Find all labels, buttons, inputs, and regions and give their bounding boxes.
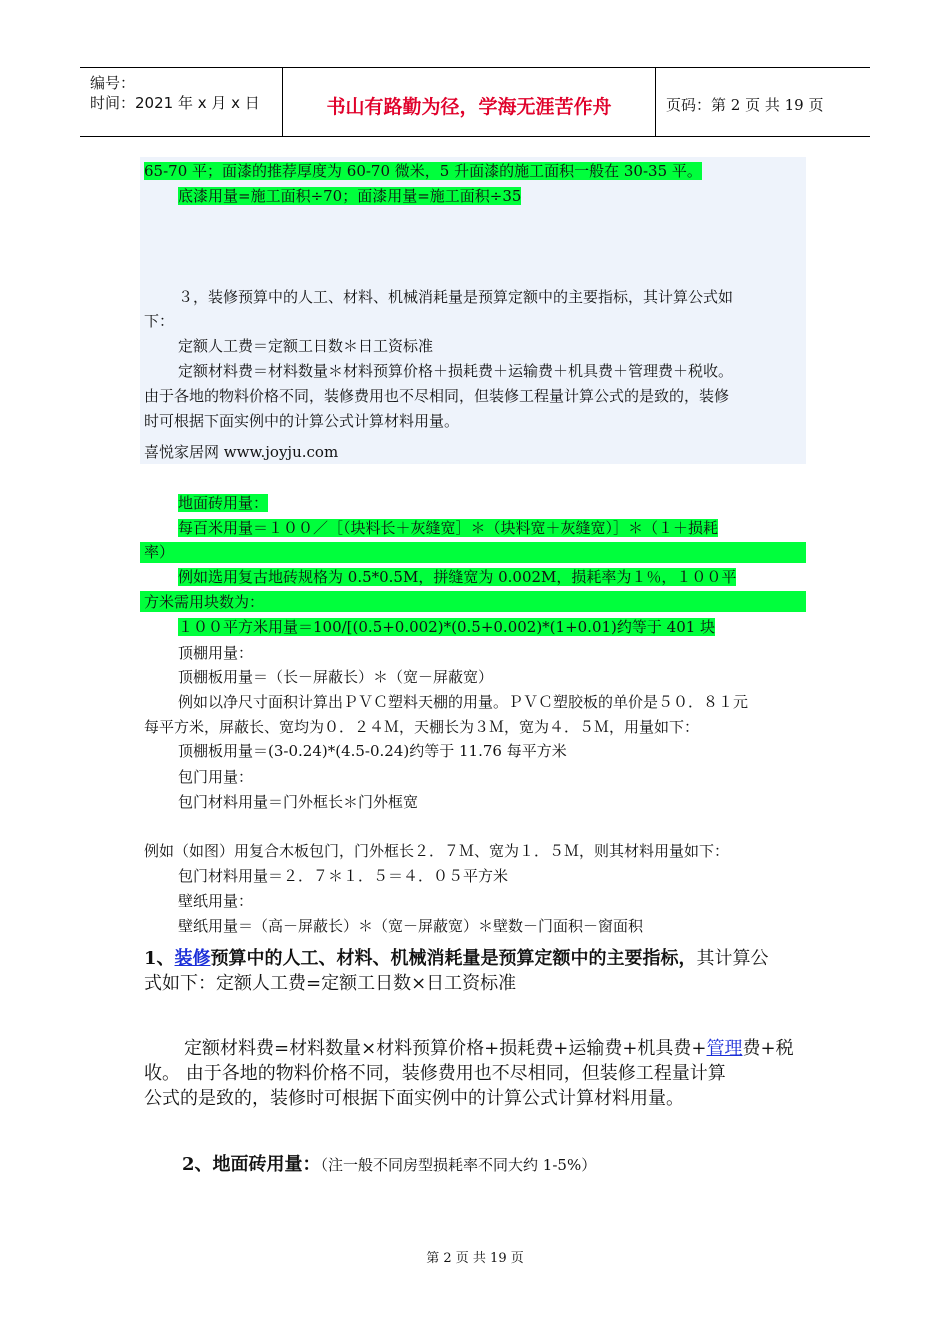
text-line: 定额材料费＝材料数量＊材料预算价格＋损耗费＋运输费＋机具费＋管理费＋税收。 [178, 362, 734, 380]
site-credit: 喜悦家居网 www.joyju.com [144, 443, 339, 461]
text-line: ３，装修预算中的人工、材料、机械消耗量是预算定额中的主要指标，其计算公式如 [178, 288, 734, 306]
highlight: 底漆用量=施工面积÷70；面漆用量=施工面积÷35 [178, 187, 522, 205]
text-line: 例如以净尺寸面积计算出ＰＶＣ塑料天棚的用量。ＰＶＣ塑胶板的单价是５０．８１元 [178, 693, 749, 711]
text-line: 壁纸用量＝（高－屏蔽长）＊（宽－屏蔽宽）＊壁数－门面积－窗面积 [178, 917, 644, 935]
text-line [178, 186, 521, 206]
text-line [144, 947, 769, 971]
section-note: （注一般不同房型损耗率不同大约 1-5%） [320, 1156, 597, 1174]
text-line: 公式的是致的，装修时可根据下面实例中的计算公式计算材料用量。 [144, 1088, 684, 1109]
text-line [178, 518, 718, 538]
text-line: 每平方米，屏蔽长、宽均为０．２４Ｍ，天棚长为３Ｍ，宽为４．５Ｍ，用量如下： [144, 718, 700, 736]
page-footer: 第 2 页 共 19 页 [426, 1251, 524, 1266]
link-management[interactable]: 管理 [706, 1038, 743, 1059]
doc-code-label: 编号： [90, 74, 136, 92]
text-line: 由于各地的物料价格不同，装修费用也不尽相同，但装修工程量计算公式的是致的，装修 [144, 387, 730, 405]
text-line [144, 592, 264, 612]
plain-text: 费+税 [742, 1038, 794, 1059]
text-line: 顶棚用量： [178, 644, 254, 662]
header-page-number: 页码：第 2 页 共 19 页 [666, 96, 824, 114]
highlight: 率） [144, 543, 175, 561]
highlight: 例如选用复古地砖规格为 0.5*0.5M，拼缝宽为 0.002M，损耗率为１％，１００平 [178, 568, 737, 586]
bold-text: 预算中的人工、材料、机械消耗量是预算定额中的主要指标， [210, 948, 697, 969]
text-line [144, 161, 702, 181]
header-meta-cell [80, 68, 283, 136]
doc-date-label: 时间：2021 年 x 月 x 日 [90, 94, 260, 112]
text-line: 收。 由于各地的物料价格不同，装修费用也不尽相同，但装修工程量计算 [144, 1063, 726, 1084]
text-line [144, 542, 174, 562]
header-motto-cell [283, 68, 656, 136]
text-line [178, 567, 736, 587]
highlight: 每百米用量＝１００／［（块料长＋灰缝宽］＊（块料宽＋灰缝宽）］＊（１＋损耗 [178, 519, 719, 537]
text-line: 例如（如图）用复合木板包门，门外框长２．７Ｍ、宽为１．５Ｍ，则其材料用量如下： [144, 842, 730, 860]
highlight-band [140, 542, 806, 563]
text-line [178, 493, 268, 513]
text-line: 包门用量： [178, 768, 254, 786]
text-line: 壁纸用量： [178, 892, 254, 910]
text-line: 顶棚板用量＝(3-0.24)*(4.5-0.24)约等于 11.76 每平方米 [178, 742, 567, 760]
page-header [80, 67, 870, 137]
text-line: 包门材料用量＝门外框长＊门外框宽 [178, 793, 419, 811]
plain-text: 定额材料费=材料数量×材料预算价格+损耗费+运输费+机具费+ [184, 1038, 707, 1059]
text-line: 时可根据下面实例中的计算公式计算材料用量。 [144, 412, 460, 430]
text-line: 下： [144, 312, 175, 330]
header-motto: 书山有路勤为径，学海无涯苦作舟 [326, 96, 612, 118]
highlight: １００平方米用量＝100/[(0.5+0.002)*(0.5+0.002)*(1+0.01)约等于 401 块 [178, 618, 716, 636]
text-line: 包门材料用量＝２．７＊１．５＝４．０５平方米 [178, 867, 509, 885]
link-decoration[interactable]: 装修 [174, 948, 211, 969]
section-heading: 2、地面砖用量： [182, 1154, 321, 1175]
highlight: 方米需用块数为： [144, 593, 265, 611]
text-line [182, 1153, 596, 1177]
text-line [178, 617, 715, 637]
text-line: 定额人工费＝定额工日数＊日工资标准 [178, 337, 434, 355]
item-number: 1、 [144, 948, 175, 969]
text-line: 顶棚板用量＝（长－屏蔽长）＊（宽－屏蔽宽） [178, 668, 494, 686]
highlight: 地面砖用量： [178, 494, 269, 512]
text-line: 式如下：定额人工费=定额工日数×日工资标准 [144, 973, 517, 994]
plain-text: 其计算公 [696, 948, 769, 969]
header-page-cell [656, 68, 870, 136]
highlight: 65-70 平；面漆的推荐厚度为 60-70 微米，5 升面漆的施工面积一般在 30-35 平。 [144, 162, 702, 180]
text-line [184, 1037, 794, 1061]
